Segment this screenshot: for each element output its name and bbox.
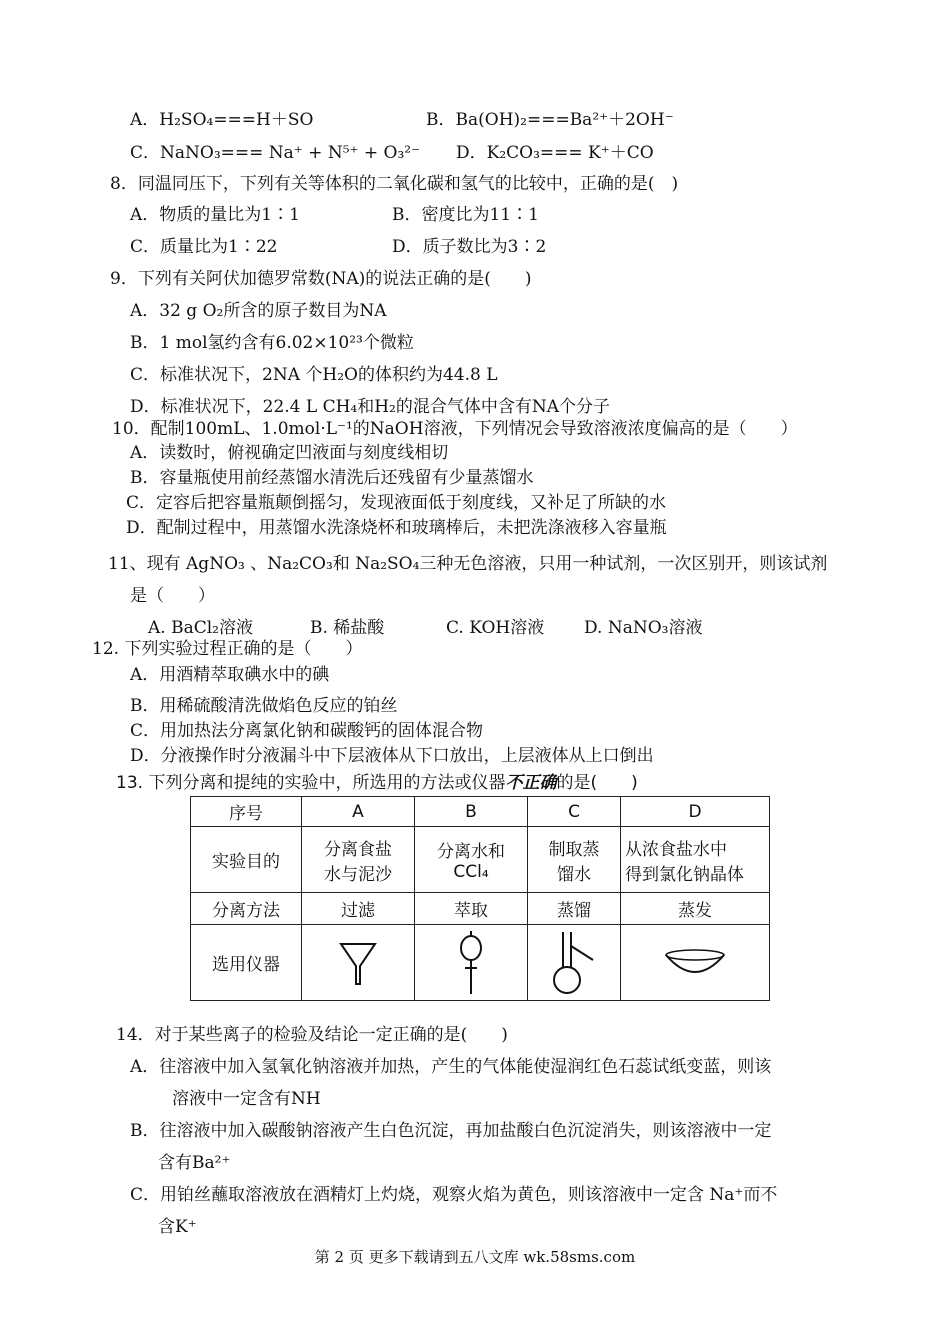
table-cell: 过滤 (302, 893, 415, 925)
table-row-method (191, 893, 770, 925)
distillation-flask-icon (551, 930, 597, 996)
q9-option-a: A．32 g O₂所含的原子数目为NA (130, 301, 387, 321)
table-cell (528, 925, 621, 1001)
table-header-row (191, 797, 770, 827)
q9-option-c: C．标准状况下，2NA 个H₂O的体积约为44.8 L (130, 365, 498, 385)
q9-stem: 9．下列有关阿伏加德罗常数(NA)的说法正确的是( ) (110, 269, 532, 289)
q11-option-a: A. BaCl₂溶液 (148, 618, 253, 638)
q10-option-d: D．配制过程中，用蒸馏水洗涤烧杯和玻璃棒后，未把洗涤液移入容量瓶 (126, 518, 667, 538)
q14-option-c-line2: 含K⁺ (158, 1217, 197, 1237)
q14-option-b-line1: B．往溶液中加入碳酸钠溶液产生白色沉淀，再加盐酸白色沉淀消失，则该溶液中一定 (130, 1121, 772, 1141)
table-cell (302, 925, 415, 1001)
q12-option-a: A．用酒精萃取碘水中的碘 (130, 665, 330, 685)
table-cell (621, 827, 770, 893)
q11-option-b: B. 稀盐酸 (310, 618, 385, 638)
q14-stem: 14．对于某些离子的检验及结论一定正确的是( ) (116, 1025, 508, 1045)
table-header-cell: A (302, 797, 415, 827)
q7-option-c: C．NaNO₃=== Na⁺ + N⁵⁺ + O₃²⁻ (130, 143, 421, 163)
page-footer: 第 2 页 更多下载请到五八文库 wk.58sms.com (314, 1248, 636, 1266)
table-cell (621, 925, 770, 1001)
q13-table (190, 796, 770, 1001)
table-header-cell: 序号 (191, 797, 302, 827)
q12-stem: 12. 下列实验过程正确的是（ ） (92, 639, 363, 659)
q12-option-d: D．分液操作时分液漏斗中下层液体从下口放出，上层液体从上口倒出 (130, 746, 654, 766)
q14-option-a-line2: 溶液中一定含有NH (172, 1089, 321, 1109)
cell-line: 分离水和 (437, 842, 505, 862)
q10-option-a: A．读数时，俯视确定凹液面与刻度线相切 (130, 443, 449, 463)
q10-stem: 10．配制100mL、1.0mol·L⁻¹的NaOH溶液，下列情况会导致溶液浓度偏高的是（ ） (112, 419, 798, 439)
table-header-cell: D (621, 797, 770, 827)
q8-option-b: B．密度比为11∶1 (392, 205, 539, 225)
q7-option-b: B．Ba(OH)₂===Ba²⁺＋2OH⁻ (426, 110, 674, 130)
q12-option-b: B．用稀硫酸清洗做焰色反应的铂丝 (130, 696, 398, 716)
q7-option-d: D．K₂CO₃=== K⁺＋CO (456, 143, 654, 163)
q8-option-a: A．物质的量比为1∶1 (130, 205, 300, 225)
table-cell (302, 827, 415, 893)
q14-option-c-line1: C．用铂丝蘸取溶液放在酒精灯上灼烧，观察火焰为黄色，则该溶液中一定含 Na⁺而不 (130, 1185, 778, 1205)
q11-option-c: C. KOH溶液 (446, 618, 545, 638)
separatory-funnel-icon (456, 930, 486, 996)
q14-option-a-line1: A．往溶液中加入氢氧化钠溶液并加热，产生的气体能使湿润红色石蕊试纸变蓝，则该 (130, 1057, 772, 1077)
row-label: 选用仪器 (191, 925, 302, 1001)
cell-line: 得到氯化钠晶体 (625, 864, 744, 885)
row-label: 分离方法 (191, 893, 302, 925)
q8-option-c: C．质量比为1∶22 (130, 237, 278, 257)
cell-line: 馏水 (557, 864, 591, 885)
funnel-icon (338, 938, 378, 988)
evaporating-dish-icon (660, 943, 730, 983)
q8-option-d: D．质子数比为3∶2 (392, 237, 547, 257)
q13-stem-pre: 13. 下列分离和提纯的实验中，所选用的方法或仪器 (116, 773, 506, 793)
table-cell: 蒸馏 (528, 893, 621, 925)
cell-line: CCl₄ (453, 862, 489, 882)
table-row-purpose (191, 827, 770, 893)
q11-option-d: D. NaNO₃溶液 (584, 618, 703, 638)
row-label: 实验目的 (191, 827, 302, 893)
table-header-cell: C (528, 797, 621, 827)
q9-option-d: D．标准状况下，22.4 L CH₄和H₂的混合气体中含有NA个分子 (130, 397, 611, 417)
table-row-instrument (191, 925, 770, 1001)
q9-option-b: B．1 mol氢约含有6.02×10²³个微粒 (130, 333, 414, 353)
cell-line: 制取蒸 (548, 839, 600, 860)
q13-stem-post: 的是( ) (556, 773, 638, 793)
table-cell: 萃取 (415, 893, 528, 925)
q8-stem: 8．同温同压下，下列有关等体积的二氧化碳和氢气的比较中，正确的是( ) (110, 174, 679, 194)
q12-option-c: C．用加热法分离氯化钠和碳酸钙的固体混合物 (130, 721, 484, 741)
q11-stem: 11、现有 AgNO₃ 、Na₂CO₃和 Na₂SO₄三种无色溶液，只用一种试剂，一次区别开，则该试剂 (108, 554, 828, 574)
cell-line: 水与泥沙 (324, 864, 392, 885)
cell-line: 分离食盐 (324, 839, 392, 860)
table-cell (415, 925, 528, 1001)
q10-option-c: C．定容后把容量瓶颠倒摇匀，发现液面低于刻度线，又补足了所缺的水 (126, 493, 667, 513)
q11-stem-continued: 是（ ） (130, 586, 215, 606)
q10-option-b: B．容量瓶使用前经蒸馏水清洗后还残留有少量蒸馏水 (130, 468, 534, 488)
q13-stem-emphasis: 不正确 (505, 773, 557, 793)
cell-line: 从浓食盐水中 (625, 839, 727, 860)
table-cell: 蒸发 (621, 893, 770, 925)
table-cell (528, 827, 621, 893)
table-header-cell: B (415, 797, 528, 827)
q13-stem (116, 772, 638, 794)
q7-option-a: A．H₂SO₄===H＋SO (130, 110, 314, 130)
q14-option-b-line2: 含有Ba²⁺ (158, 1153, 231, 1173)
table-cell (415, 827, 528, 893)
